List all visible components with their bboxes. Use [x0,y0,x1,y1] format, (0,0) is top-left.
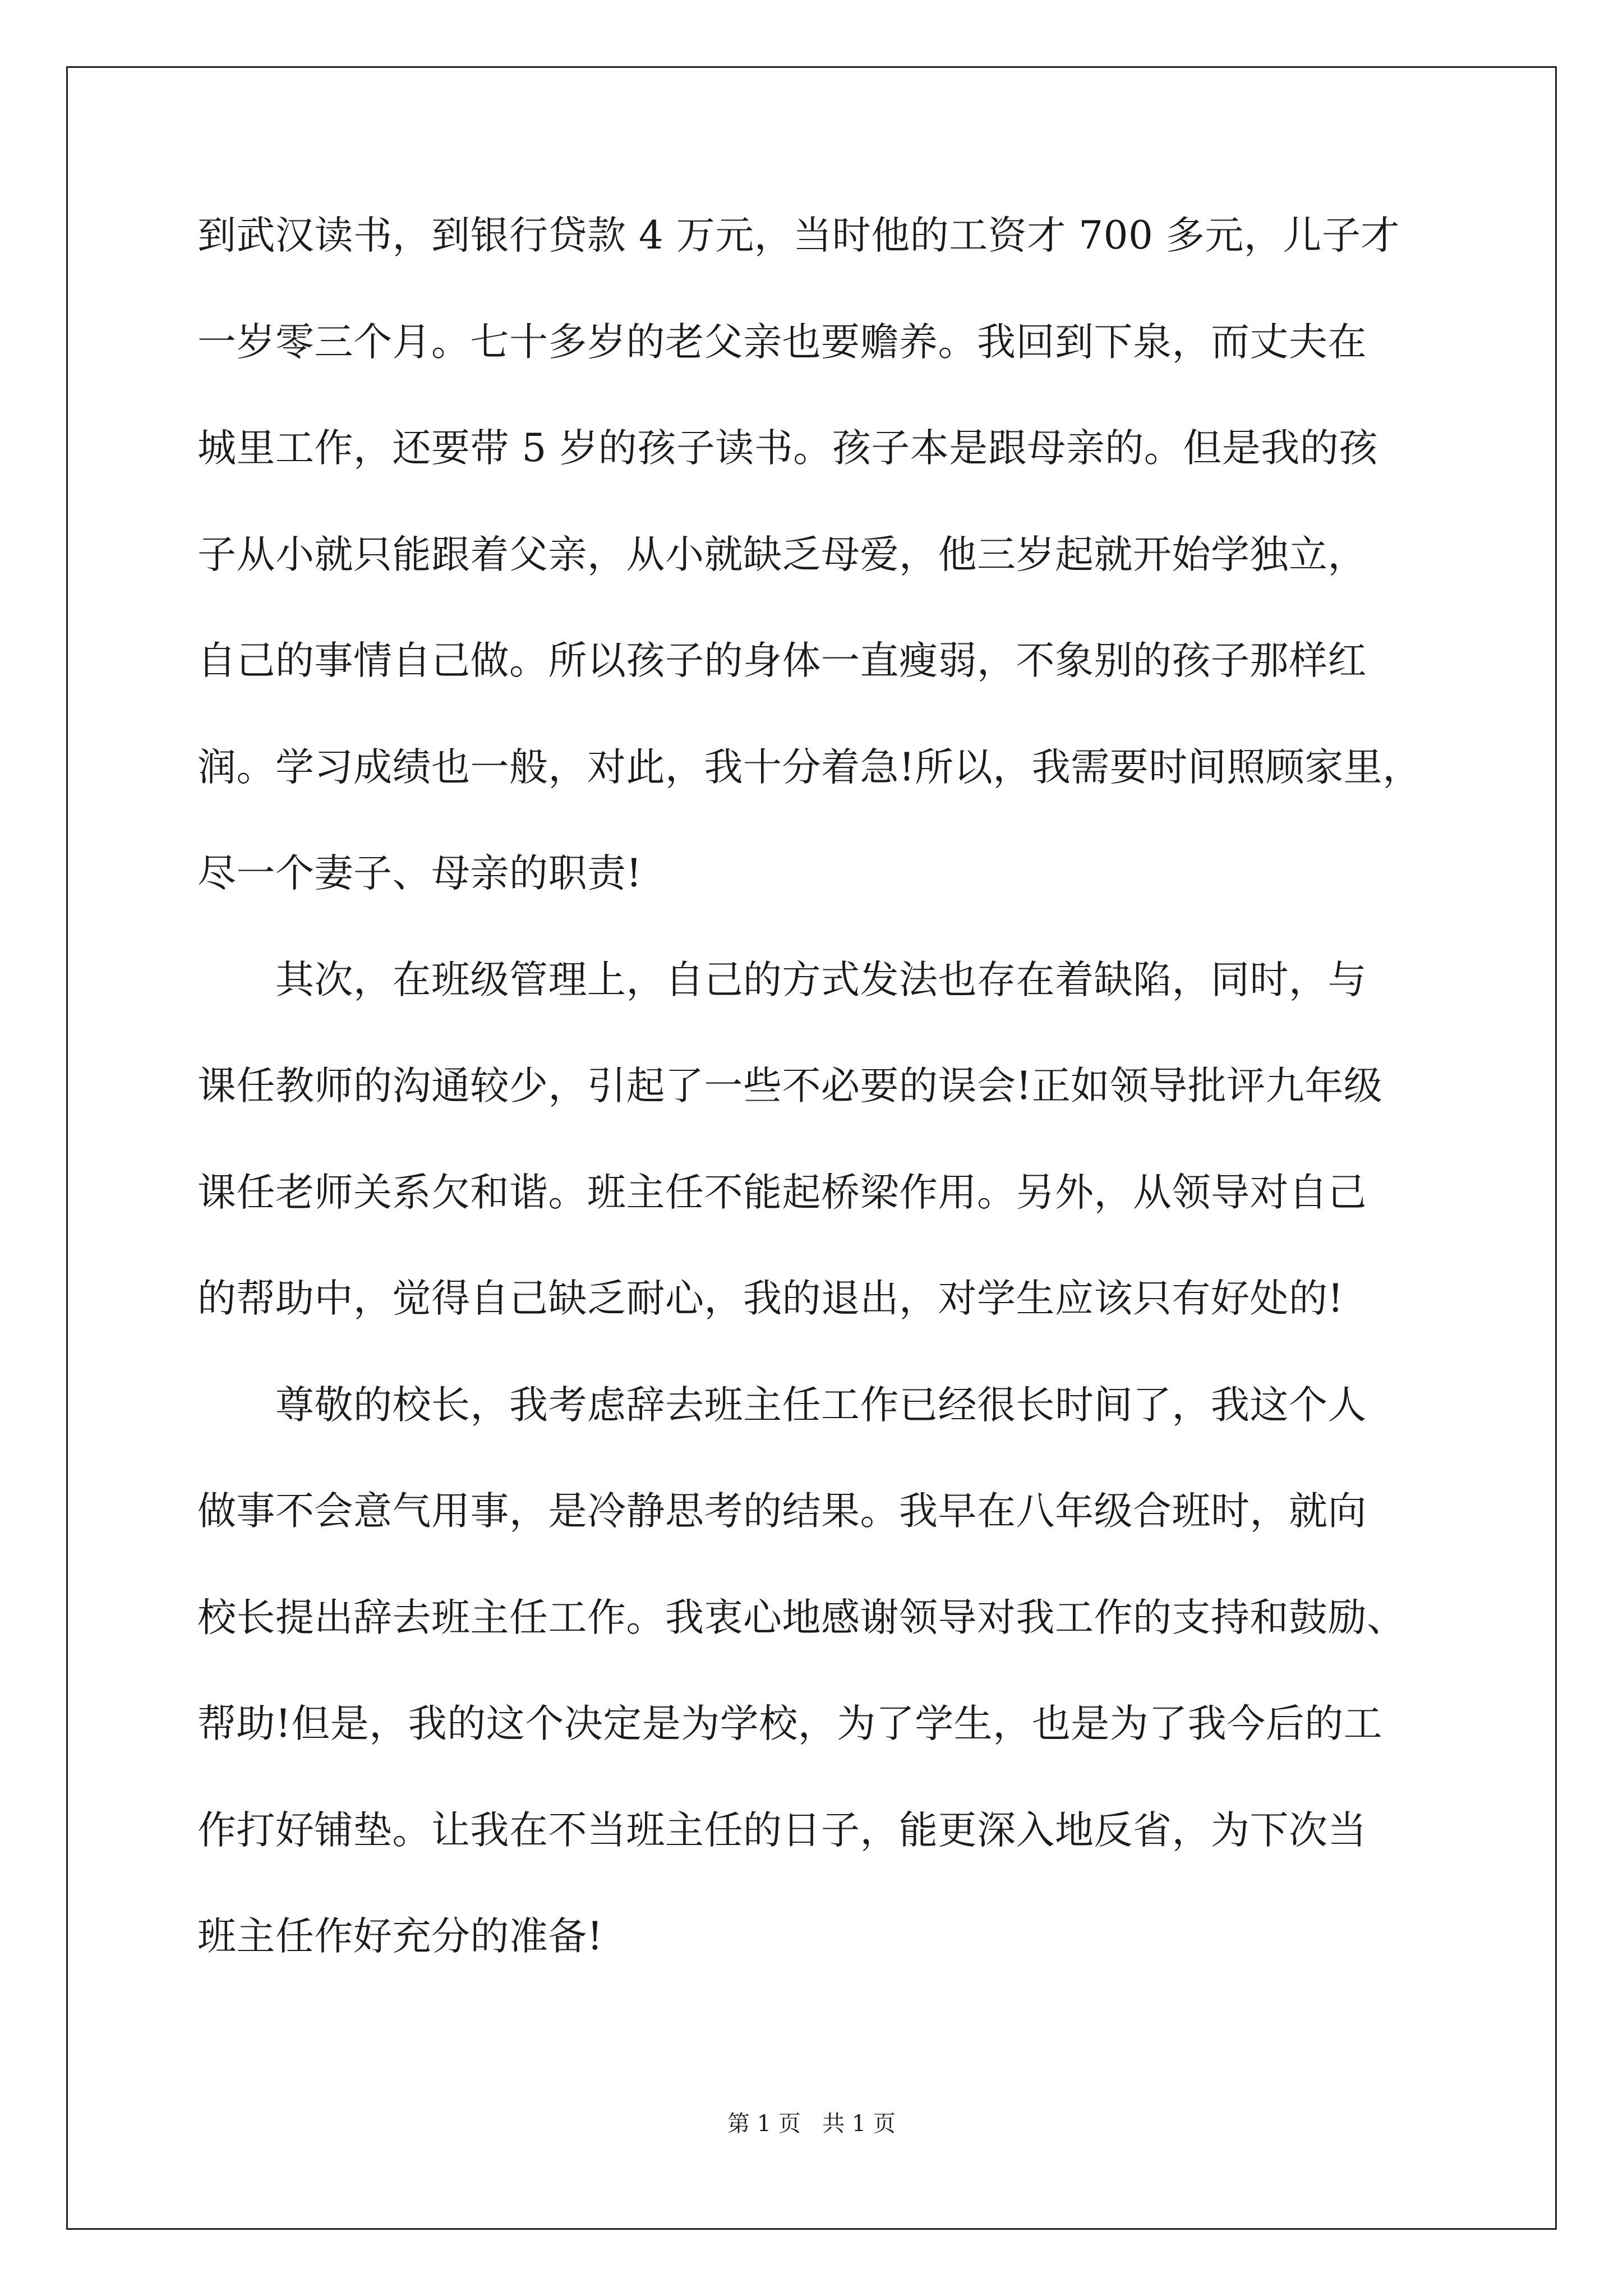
text-line: 的帮助中，觉得自己缺乏耐心，我的退出，对学生应该只有好处的! [197,1276,1344,1321]
page-number-footer: 第 1 页 共 1 页 [727,2111,896,2137]
text-line: 课任老师关系欠和谐。班主任不能起桥梁作用。另外，从领导对自己 [197,1170,1367,1215]
document-body [197,213,1431,2021]
text-line: 作打好铺垫。让我在不当班主任的日子，能更深入地反省，为下次当 [197,1807,1367,1853]
text-line: 润。学习成绩也一般，对此，我十分着急!所以，我需要时间照顾家里， [197,744,1422,790]
text-line: 班主任作好充分的准备! [197,1914,603,1959]
text-line: 子从小就只能跟着父亲，从小就缺乏母爱，他三岁起就开始学独立， [197,532,1367,577]
text-line: 一岁零三个月。七十多岁的老父亲也要赡养。我回到下泉，而丈夫在 [197,319,1367,365]
text-line: 课任教师的沟通较少，引起了一些不必要的误会!正如领导批评九年级 [197,1064,1383,1108]
text-line: 尽一个妻子、母亲的职责! [197,851,642,896]
text-line: 到武汉读书，到银行贷款 4 万元，当时他的工资才 700 多元，儿子才 [197,213,1400,258]
text-line: 自己的事情自己做。所以孩子的身体一直瘦弱，不象别的孩子那样红 [197,638,1367,683]
text-line: 城里工作，还要带 5 岁的孩子读书。孩子本是跟母亲的。但是我的孩 [197,426,1378,471]
text-line: 帮助!但是，我的这个决定是为学校，为了学生，也是为了我今后的工 [197,1701,1383,1746]
text-line: 校长提出辞去班主任工作。我衷心地感谢领导对我工作的支持和鼓励、 [197,1595,1406,1640]
text-line: 其次，在班级管理上，自己的方式发法也存在着缺陷，同时，与 [197,957,1367,1002]
text-line: 做事不会意气用事，是冷静思考的结果。我早在八年级合班时，就向 [197,1489,1367,1534]
text-line: 尊敬的校长，我考虑辞去班主任工作已经很长时间了，我这个人 [197,1382,1367,1428]
